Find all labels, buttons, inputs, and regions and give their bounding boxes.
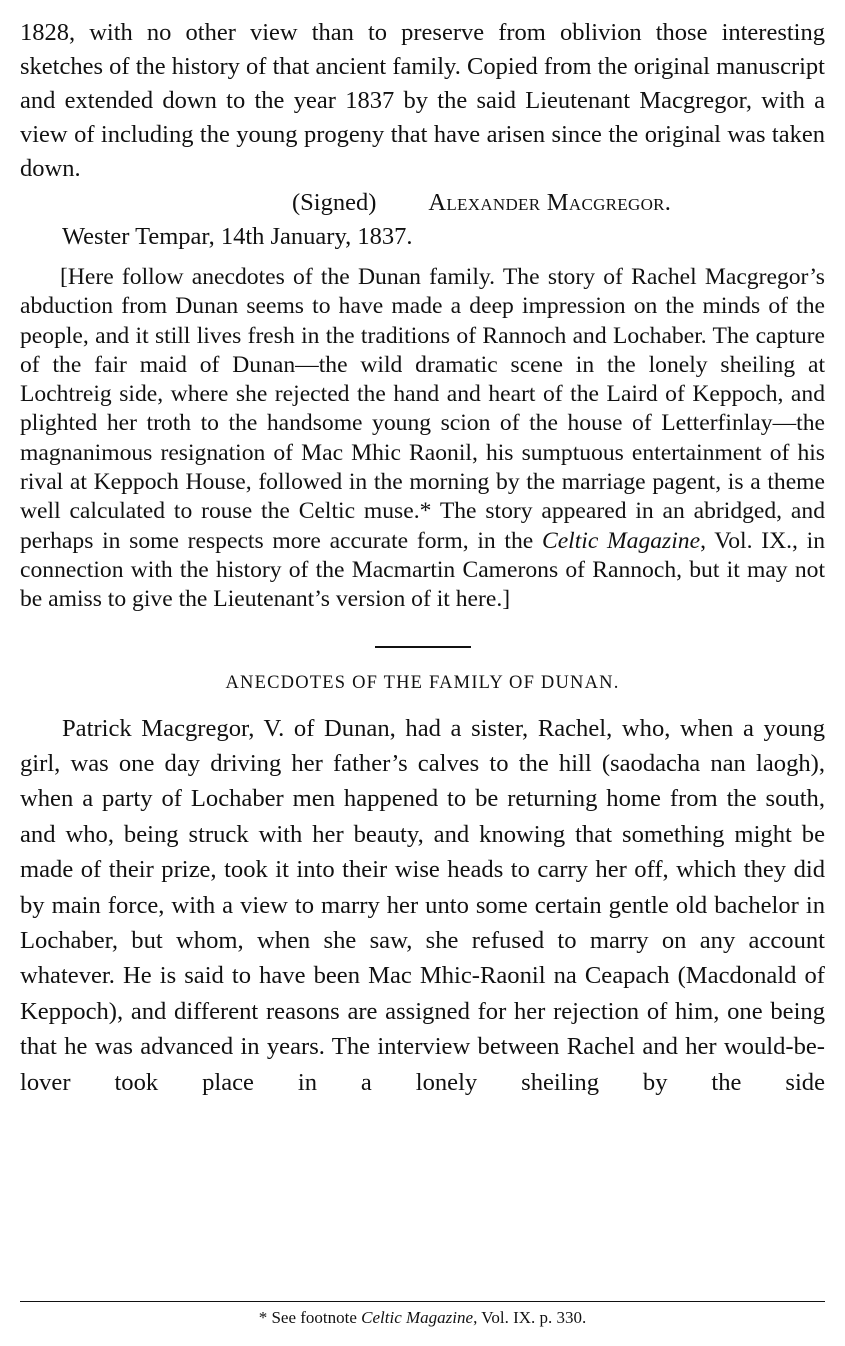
signature-line (20, 186, 825, 220)
signer-name: Alexander Macgregor. (428, 189, 672, 216)
editorial-note-italic-title: Celtic Magazine (541, 527, 701, 554)
section-divider (375, 646, 471, 648)
footnote-prefix: * See footnote (258, 1308, 357, 1327)
section-heading: ANECDOTES OF THE FAMILY OF DUNAN. (225, 672, 620, 693)
footnote-divider (20, 1301, 825, 1302)
footnote (0, 1306, 845, 1330)
footnote-italic-title: Celtic Magazine (361, 1308, 474, 1327)
body-paragraph: Patrick Macgregor, V. of Dunan, had a sister, Rachel, who, when a young girl, was one day driving her father’s calves to the hill (saodacha nan laogh), when a party of Lochaber men happened to be returning home from the south, and who, being struck with her beauty, and knowing that something might be made of their prize, took it into their wise heads to carry her off, which they did by main force, with a view to marry her unto some certain gentle old bachelor in Lochaber, but whom, when she saw, she refused to marry on any account whatever. He is said to have been Mac Mhic-Raonil na Ceapach (Macdonald of Keppoch), and different reasons are assigned for her rejection of him, one being that he was advanced in years. The interview between Rachel and her would-be-lover took place in a lonely sheiling by the side (20, 714, 825, 1096)
editorial-note-text: [Here follow anecdotes of the Dunan family. The story of Rachel Macgregor’s abduction from Dunan seems to have made a deep impression on the minds of the people, and it still lives fresh in the traditions of Rannoch and Lochaber. The capture of the fair maid of Dunan—the wild dramatic scene in the lonely sheiling at Lochtreig side, where she rejected the hand and heart of the Laird of Keppoch, and plighted her troth to the handsome young scion of the house of Letterfinlay—the magnanimous resignation of Mac Mhic Raonil, his sumptuous entertainment of his rival at Keppoch House, followed in the morning by the marriage pagent, is a theme well calculated to rouse the Celtic muse.* The story appeared in an abridged, and perhaps in some respects more accurate form, in the (20, 264, 825, 554)
editorial-note-paragraph (20, 263, 825, 615)
opening-paragraph: 1828, with no other view than to preserve from oblivion those interesting sketches of the history of that ancient family. Copied from the original manuscript and extended down to the year 1837 by the said Lieutenant Macgregor, with a view of including the young progeny that have arisen since the original was taken down. (20, 19, 825, 182)
editorial-note-text-end: , Vol. IX., in connection with the history of the Macmartin Camerons of Rannoch, but it may not be amiss to give the Lieutenant’s version of it here.] (20, 527, 825, 613)
dateline: Wester Tempar, 14th January, 1837. (62, 223, 413, 250)
signed-label: (Signed) (292, 189, 377, 216)
footnote-suffix: , Vol. IX. p. 330. (473, 1308, 587, 1327)
